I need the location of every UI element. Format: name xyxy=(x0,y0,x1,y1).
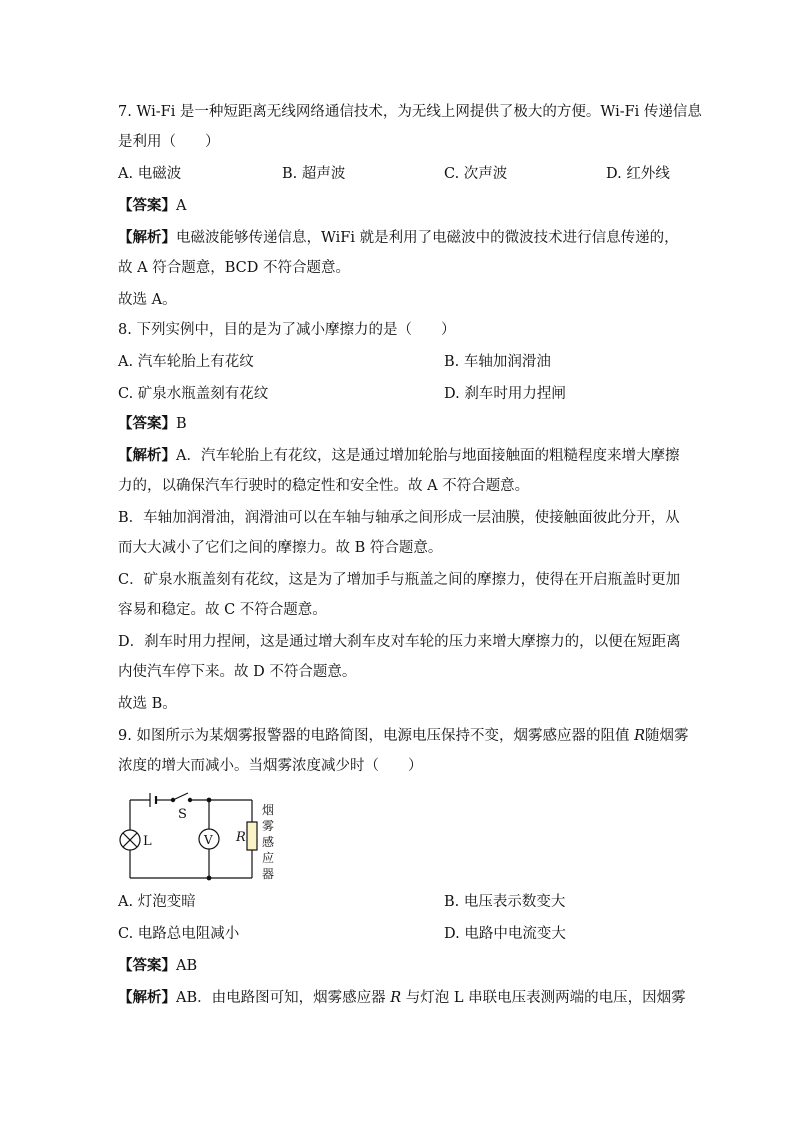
q8-option-a: A. 汽车轮胎上有花纹 xyxy=(118,354,254,370)
q8-answer xyxy=(118,414,187,434)
q7-answer xyxy=(118,196,186,216)
q8-analysis-line4: 而大大减小了它们之间的摩擦力。故 B 符合题意。 xyxy=(118,540,443,556)
sensor-char: 烟 xyxy=(262,803,275,817)
q9-option-a: A. 灯泡变暗 xyxy=(118,894,196,910)
lamp-label: L xyxy=(143,834,152,849)
q7-stem-line1: 7. Wi-Fi 是一种短距离无线网络通信技术，为无线上网提供了极大的方便。Wi-Fi 传递信息 xyxy=(118,104,702,120)
sensor-char: 器 xyxy=(262,867,275,881)
voltmeter-label: V xyxy=(204,833,213,847)
q8-analysis-line8: 内使汽车停下来。故 D 不符合题意。 xyxy=(118,664,357,680)
sensor-char: 应 xyxy=(262,851,275,865)
switch-blade xyxy=(173,793,188,800)
analysis-text: 与灯泡 L 串联电压表测两端的电压，因烟雾 xyxy=(401,990,686,1006)
analysis-text: A．汽车轮胎上有花纹，这是通过增加轮胎与地面接触面的粗糙程度来增大摩擦 xyxy=(176,448,680,464)
analysis-tag: 【解析】 xyxy=(118,989,176,1006)
answer-value: AB xyxy=(176,958,198,974)
analysis-tag: 【解析】 xyxy=(118,447,176,464)
analysis-var: R xyxy=(390,990,402,1006)
q7-analysis-line1 xyxy=(118,228,679,248)
q9-stem-line1 xyxy=(118,726,688,746)
q8-analysis-line2: 力的，以确保汽车行驶时的稳定性和安全性。故 A 不符合题意。 xyxy=(118,478,530,494)
q9-stem-line2: 浓度的增大而减小。当烟雾浓度减少时（ ） xyxy=(118,758,423,774)
q8-option-c: C. 矿泉水瓶盖刻有花纹 xyxy=(118,386,269,402)
q7-conclusion: 故选 A。 xyxy=(118,292,177,308)
analysis-tag: 【解析】 xyxy=(118,229,176,246)
resistor-label: R xyxy=(236,830,246,845)
q9-option-d: D. 电路中电流变大 xyxy=(444,926,566,942)
q8-option-d: D. 刹车时用力捏闸 xyxy=(444,386,566,402)
answer-tag: 【答案】 xyxy=(118,957,176,974)
q7-option-a: A. 电磁波 xyxy=(118,166,182,182)
q9-stem-part: 9. 如图所示为某烟雾报警器的电路简图，电源电压保持不变，烟雾感应器的阻值 xyxy=(118,728,635,744)
answer-value: A xyxy=(176,198,187,214)
q8-analysis-line7: D．刹车时用力捏闸，这是通过增大刹车皮对车轮的压力来增大摩擦力的，以便在短距离 xyxy=(118,634,681,650)
q8-option-b: B. 车轴加润滑油 xyxy=(444,354,551,370)
q8-analysis-line3: B．车轴加润滑油，润滑油可以在车轴与轴承之间形成一层油膜，使接触面彼此分开，从 xyxy=(118,510,680,526)
q8-analysis-line5: C．矿泉水瓶盖刻有花纹，这是为了增加手与瓶盖之间的摩擦力，使得在开启瓶盖时更加 xyxy=(118,572,681,588)
q9-stem-var: R xyxy=(634,728,645,744)
q9-analysis-line1 xyxy=(118,988,686,1008)
q7-option-c: C. 次声波 xyxy=(444,166,508,182)
q9-option-c: C. 电路总电阻减小 xyxy=(118,926,240,942)
q9-option-b: B. 电压表示数变大 xyxy=(444,894,566,910)
sensor-char: 雾 xyxy=(262,819,275,833)
sensor-resistor xyxy=(247,822,257,850)
q8-analysis-line1 xyxy=(118,446,679,466)
q8-stem: 8. 下列实例中，目的是为了减小摩擦力的是（ ） xyxy=(118,322,456,338)
q8-conclusion: 故选 B。 xyxy=(118,696,177,712)
answer-tag: 【答案】 xyxy=(118,197,176,214)
analysis-text: 电磁波能够传递信息，WiFi 就是利用了电磁波中的微波技术进行信息传递的， xyxy=(176,230,679,246)
circuit-diagram xyxy=(112,786,302,884)
answer-tag: 【答案】 xyxy=(118,415,176,432)
sensor-char: 感 xyxy=(262,835,275,849)
q8-analysis-line6: 容易和稳定。故 C 不符合题意。 xyxy=(118,602,327,618)
answer-value: B xyxy=(176,416,187,432)
q9-stem-part: 随烟雾 xyxy=(644,728,689,744)
analysis-text: AB．由电路图可知，烟雾感应器 xyxy=(176,990,391,1006)
q7-option-d: D. 红外线 xyxy=(606,166,670,182)
q7-analysis-line2: 故 A 符合题意，BCD 不符合题意。 xyxy=(118,260,350,276)
q7-stem-line2: 是利用（ ） xyxy=(118,134,220,150)
q7-option-b: B. 超声波 xyxy=(282,166,346,182)
q9-answer xyxy=(118,956,197,976)
switch-label: S xyxy=(178,807,187,822)
